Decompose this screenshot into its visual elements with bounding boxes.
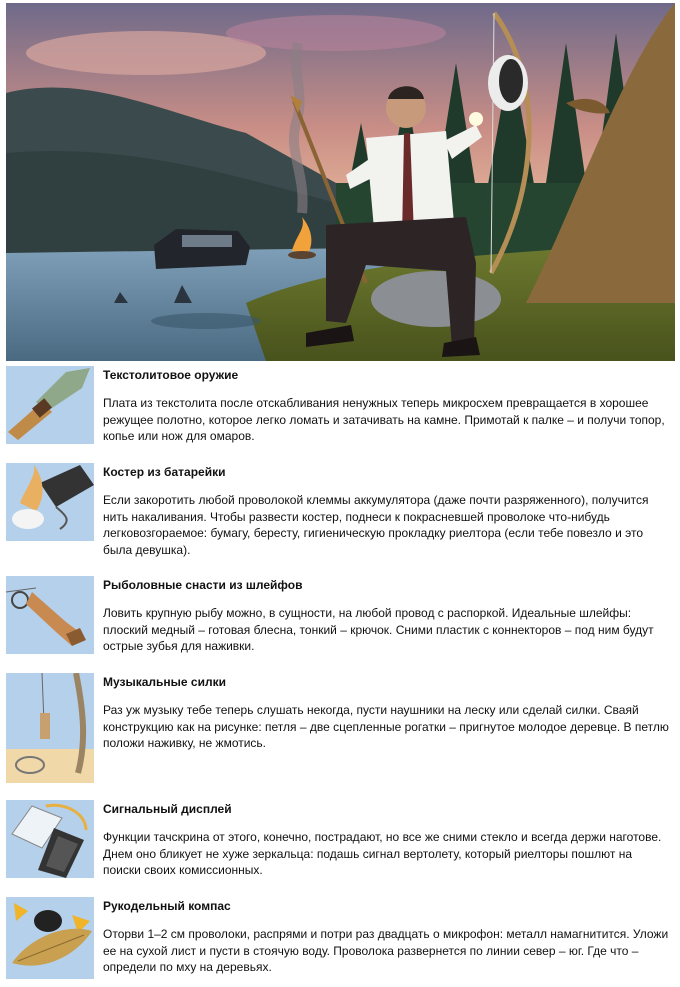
item-title: Музыкальные силки bbox=[103, 675, 226, 689]
item-title: Рыболовные снасти из шлейфов bbox=[103, 578, 303, 592]
textolite-weapon-icon bbox=[6, 366, 94, 444]
item-body: Если закоротить любой проволокой клеммы аккумулятора (даже почти разряженного), получится нить накаливания. Чтобы развести костер, поднеси к покрасневшей проволоке что-нибудь легковозгораемое: бумагу, бересту, гигиеническую прокладку риелтора (если тебе повезло и это была девушка). bbox=[103, 493, 649, 557]
headphone-snare-icon bbox=[6, 673, 94, 783]
item-body: Ловить крупную рыбу можно, в сущности, на любой провод с распоркой. Идеальные шлейфы: плоский медный – готовая блесна, тонкий – крючок. Сними пластик с коннекторов – под ним будут острые зубья для наживки. bbox=[103, 606, 654, 653]
battery-fire-icon bbox=[6, 463, 94, 541]
item-title: Текстолитовое оружие bbox=[103, 368, 239, 382]
item-body: Плата из текстолита после отскабливания ненужных теперь микросхем превращается в хорошее режущее полотно, которое легко ломать и затачивать на камне. Примотай к палке – и получи топор, копье или нож для омаров. bbox=[103, 396, 665, 443]
item-body: Раз уж музыку тебе теперь слушать некогда, пусти наушники на леску или сделай силки. Сваяй конструкцию как на рисунке: петля – две сцепленные рогатки – пригнутое молодое деревце. В петлю положи наживку, не жмотись. bbox=[103, 703, 669, 750]
hero-illustration bbox=[6, 3, 675, 361]
item-title: Сигнальный дисплей bbox=[103, 802, 232, 816]
item-body: Функции тачскрина от этого, конечно, пострадают, но все же сними стекло и всегда держи наготове. Днем оно бликует не хуже зеркальца: подашь сигнал вертолету, который риелторы пошлют на поиски своих комиссионных. bbox=[103, 830, 662, 877]
signal-display-icon bbox=[6, 800, 94, 878]
handmade-compass-icon bbox=[6, 897, 94, 979]
item-title: Рукодельный компас bbox=[103, 899, 231, 913]
item-title: Костер из батарейки bbox=[103, 465, 226, 479]
item-body: Оторви 1–2 см проволоки, распрями и потри раз двадцать о микрофон: металл намагнитится. Уложи ее на сухой лист и пусти в стоячую воду. Проволока развернется по линии север – юг. Где что – определи по мху на деревьях. bbox=[103, 927, 669, 974]
cable-fishing-icon bbox=[6, 576, 94, 654]
